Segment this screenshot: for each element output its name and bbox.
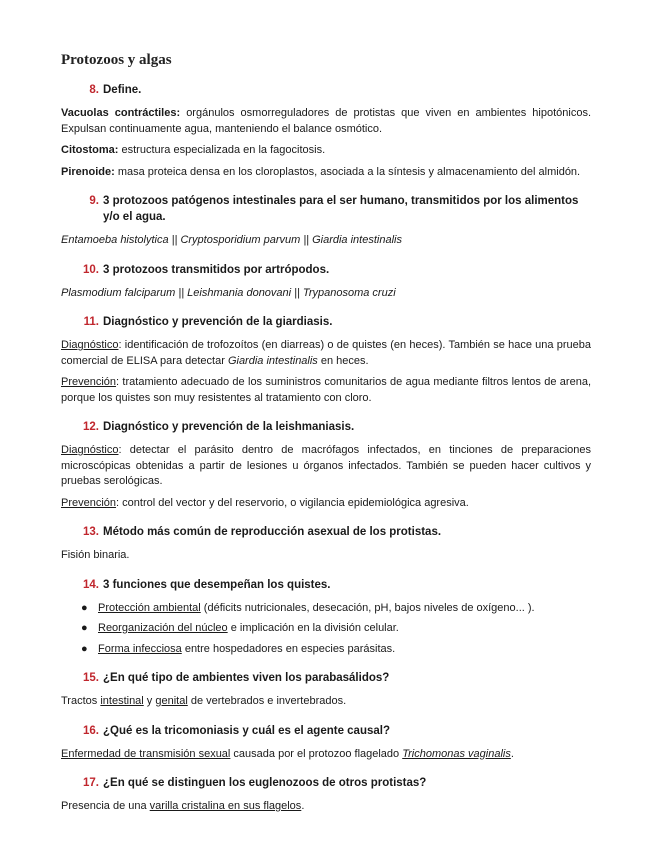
question-14	[61, 577, 591, 593]
question-number: 17.	[83, 777, 99, 789]
answer-11-prevention: Prevención: tratamiento adecuado de los suministros comunitarios de agua mediante filtros lentos de arena, porque los quistes son muy resistentes al tratamiento con cloro.	[61, 376, 591, 404]
question-8	[61, 82, 591, 98]
answer-11-diagnosis: Diagnóstico: identificación de trofozoítos (en diarreas) o de quistes (en heces). También se hace una prueba comercial de ELISA para detectar Giardia intestinalis en heces.	[61, 339, 591, 367]
bullet-icon: ●	[81, 642, 88, 655]
question-text: Diagnóstico y prevención de la giardiasis.	[103, 316, 333, 328]
question-13	[61, 524, 591, 540]
question-text: Define.	[103, 84, 142, 96]
answer-13: Fisión binaria.	[61, 549, 130, 561]
definition-vacuolas: Vacuolas contráctiles: orgánulos osmorreguladores de protistas que viven en ambientes hipotónicos. Expulsan continuamente agua, manteniendo el balance osmótico.	[61, 107, 591, 135]
definition-pirenoide: Pirenoide: masa proteica densa en los cloroplastos, asociada a la síntesis y almacenamiento del almidón.	[61, 165, 581, 178]
list-item: ● Reorganización del núcleo e implicación en la división celular.	[61, 621, 591, 637]
answer-15: Tractos intestinal y genital de vertebrados e invertebrados.	[61, 695, 347, 707]
question-text: 3 funciones que desempeñan los quistes.	[103, 578, 331, 591]
question-number: 13.	[83, 526, 99, 538]
answer-14-list	[61, 601, 591, 658]
question-number: 9.	[89, 195, 99, 207]
bullet-icon: ●	[81, 601, 88, 614]
question-12	[61, 419, 591, 435]
question-number: 12.	[83, 421, 99, 433]
question-text: ¿En qué se distinguen los euglenozoos de otros protistas?	[103, 777, 427, 789]
question-10	[61, 262, 591, 278]
question-number: 16.	[83, 724, 99, 737]
definition-citostoma: Citostoma: estructura especializada en la fagocitosis.	[61, 144, 326, 156]
answer-16: Enfermedad de transmisión sexual causada por el protozoo flagelado Trichomonas vaginalis.	[61, 747, 514, 760]
question-text: Diagnóstico y prevención de la leishmaniasis.	[103, 421, 355, 433]
list-item: ● Forma infecciosa entre hospedadores en especies parásitas.	[61, 642, 591, 658]
question-17	[61, 775, 591, 791]
answer-9: Entamoeba histolytica || Cryptosporidium parvum || Giardia intestinalis	[61, 234, 402, 246]
answer-17: Presencia de una varilla cristalina en sus flagelos.	[61, 800, 305, 812]
question-text: 3 protozoos transmitidos por artrópodos.	[103, 263, 330, 276]
question-text: Método más común de reproducción asexual de los protistas.	[103, 526, 442, 538]
document-page	[61, 52, 591, 821]
question-number: 14.	[83, 578, 99, 591]
list-item: ● Protección ambiental (déficits nutricionales, desecación, pH, bajos niveles de oxígeno... ).	[61, 601, 591, 617]
question-11	[61, 314, 591, 330]
question-text: ¿En qué tipo de ambientes viven los parabasálidos?	[103, 672, 390, 684]
question-15	[61, 670, 591, 686]
answer-12-prevention: Prevención: control del vector y del reservorio, o vigilancia epidemiológica agresiva.	[61, 496, 469, 509]
question-text: ¿Qué es la tricomoniasis y cuál es el agente causal?	[103, 724, 390, 737]
answer-10: Plasmodium falciparum || Leishmania donovani || Trypanosoma cruzi	[61, 286, 396, 299]
question-text: 3 protozoos patógenos intestinales para el ser humano, transmitidos por los alimentos y/o el agua.	[103, 195, 579, 223]
question-16	[61, 723, 591, 739]
page-title: Protozoos y algas	[61, 52, 172, 68]
question-number: 11.	[83, 316, 99, 328]
question-number: 15.	[83, 672, 99, 684]
bullet-icon: ●	[81, 622, 88, 634]
question-9	[61, 193, 591, 225]
answer-12-diagnosis: Diagnóstico: detectar el parásito dentro de macrófagos infectados, en tinciones de preparaciones microscópicas obtenidas a partir de lesiones u órganos infectados. También se pueden hacer cultivos y pruebas serológicas.	[61, 444, 591, 487]
question-number: 8.	[89, 84, 99, 96]
question-number: 10.	[83, 263, 99, 276]
